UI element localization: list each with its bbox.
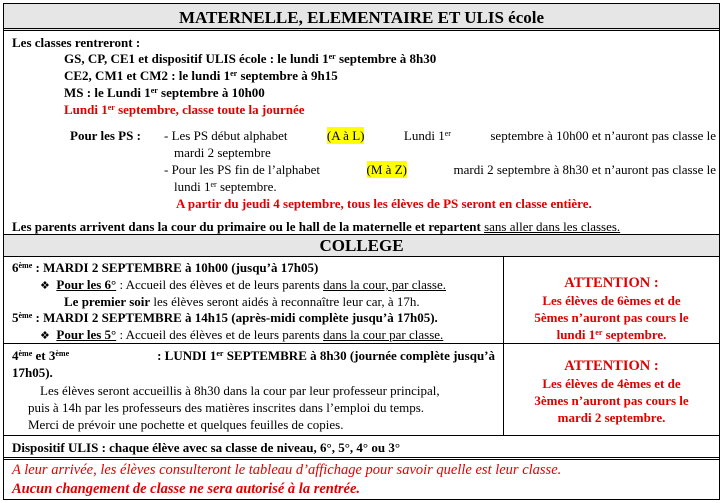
cinquieme-bullet: ❖ Pour les 5° : Accueil des élèves et de leurs parents dans la cour par classe. [40, 327, 444, 342]
parents-notice: Les parents arrivent dans la cour du primaire ou le hall de la maternelle et repartent sans aller dans les classes. [12, 219, 621, 234]
ulis-text: Dispositif ULIS : chaque élève avec sa classe de niveau, 6°, 5°, 4° ou 3° [12, 440, 401, 455]
college-row-4-3 [4, 344, 719, 436]
schedule-line-ce2: CE2, CM1 et CM2 : le lundi 1er septembre à 9h15 [64, 68, 338, 83]
attention-box-2: ATTENTION : Les élèves de 4èmes et de 3èmes n’auront pas cours le mardi 2 septembre. [534, 358, 689, 425]
attention-box-1: ATTENTION : Les élèves de 6èmes et de 5èmes n’auront pas cours le lundi 1er septembre. [534, 275, 689, 342]
sixieme-heading: 6ème : MARDI 2 SEPTEMBRE à 10h00 (jusqu’à 17h05) [12, 260, 319, 275]
schedule-line-full-day: Lundi 1er septembre, classe toute la journée [64, 102, 305, 117]
quatrieme-heading: 4ème et 3ème : LUNDI 1er SEPTEMBRE à 8h30 (journée complète jusqu’à [12, 348, 495, 363]
footer-line-2: Aucun changement de classe ne sera autorisé à la rentrée. [12, 481, 361, 497]
primary-title [4, 4, 719, 31]
ps-range-m-z: (M à Z) [366, 162, 407, 177]
ps-item-2-cont: lundi 1er septembre. [174, 179, 277, 194]
quatrieme-text-3: Merci de prévoir une pochette et quelques feuilles de copies. [28, 417, 344, 432]
ps-item-2: - Pour les PS fin de l’alphabet (M à Z) mardi 2 septembre à 8h30 et n’auront pas classe le [164, 162, 716, 177]
ps-full-class-notice: A partir du jeudi 4 septembre, tous les élèves de PS seront en classe entière. [176, 196, 592, 211]
schedule-line-ms: MS : le Lundi 1er septembre à 10h00 [64, 85, 265, 100]
schedule-line-gs: GS, CP, CE1 et dispositif ULIS école : le lundi 1er septembre à 8h30 [64, 51, 437, 66]
quatrieme-text-2: puis à 14h par les professeurs des matières inscrites dans l’emploi du temps. [28, 400, 425, 415]
college-row-6-5 [4, 257, 719, 344]
primary-section [4, 31, 719, 235]
college-title [4, 235, 719, 257]
sixieme-bullet: ❖ Pour les 6° : Accueil des élèves et de leurs parents dans la cour, par classe. [40, 277, 447, 292]
footer-line-1: A leur arrivée, les élèves consulteront le tableau d’affichage pour savoir quelle est leur classe. [12, 462, 562, 478]
ps-item-1: - Les PS début alphabet (A à L) Lundi 1er septembre à 10h00 et n’auront pas classe le [164, 128, 716, 143]
footer-notice [4, 460, 719, 501]
ps-label: Pour les PS : [70, 128, 141, 143]
college-title-text: COLLEGE [319, 236, 404, 255]
quatrieme-text-1: Les élèves seront accueillis à 8h30 dans la cour par leur professeur principal, [40, 383, 440, 398]
sixieme-first-evening: Le premier soir les élèves seront aidés à reconnaître leur car, à 17h. [64, 294, 420, 309]
notice-document [3, 3, 720, 500]
ps-range-a-l: (A à L) [326, 128, 365, 143]
cinquieme-heading: 5ème : MARDI 2 SEPTEMBRE à 14h15 (après-midi complète jusqu’à 17h05). [12, 310, 438, 325]
quatrieme-heading-cont: 17h05). [12, 365, 53, 380]
rentree-heading: Les classes rentreront : [12, 35, 141, 50]
primary-title-text: MATERNELLE, ELEMENTAIRE ET ULIS école [178, 8, 545, 27]
ulis-row [4, 436, 719, 460]
ps-item-1-cont: mardi 2 septembre [174, 145, 271, 160]
